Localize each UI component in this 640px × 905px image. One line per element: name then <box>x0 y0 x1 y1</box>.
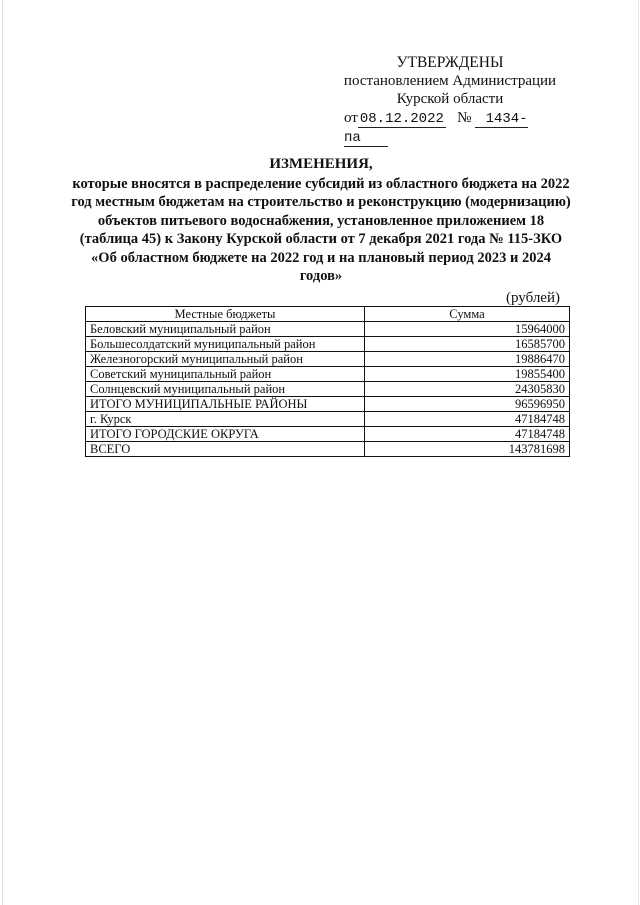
document-title <box>70 155 572 286</box>
table-row <box>86 412 570 427</box>
budget-name: г. Курск <box>86 412 365 427</box>
scan-edge-right <box>638 0 639 905</box>
title-heading: ИЗМЕНЕНИЯ, <box>269 156 373 172</box>
table-row <box>86 337 570 352</box>
budget-sum: 16585700 <box>365 337 570 352</box>
budget-name: ВСЕГО <box>86 442 365 457</box>
table-row <box>86 442 570 457</box>
budget-name: Советский муниципальный район <box>86 367 365 382</box>
budget-sum: 96596950 <box>365 397 570 412</box>
budget-name: ИТОГО МУНИЦИПАЛЬНЫЕ РАЙОНЫ <box>86 397 365 412</box>
date-prefix: от <box>344 110 358 126</box>
approval-date: 08.12.2022 <box>359 111 444 127</box>
budget-name: Беловский муниципальный район <box>86 322 365 337</box>
budget-sum: 15964000 <box>365 322 570 337</box>
subsidy-table <box>85 306 570 457</box>
table-row <box>86 367 570 382</box>
budget-name: Солнцевский муниципальный район <box>86 382 365 397</box>
approval-number-value: 1434-па <box>344 111 528 146</box>
approval-line-2: Курской области <box>396 91 504 107</box>
approval-heading: УТВЕРЖДЕНЫ <box>396 54 504 71</box>
approval-date-number <box>330 109 570 147</box>
budget-sum: 24305830 <box>365 382 570 397</box>
budget-name: Железногорский муниципальный район <box>86 352 365 367</box>
table-row <box>86 382 570 397</box>
table-row <box>86 427 570 442</box>
budget-sum: 47184748 <box>365 427 570 442</box>
table-row <box>86 352 570 367</box>
approval-stamp <box>330 54 570 147</box>
table-header-row <box>86 307 570 322</box>
column-header-sum: Сумма <box>365 307 570 322</box>
column-header-budgets: Местные бюджеты <box>86 307 365 322</box>
budget-sum: 143781698 <box>365 442 570 457</box>
budget-sum: 19886470 <box>365 352 570 367</box>
table-row <box>86 397 570 412</box>
budget-name: ИТОГО ГОРОДСКИЕ ОКРУГА <box>86 427 365 442</box>
budget-sum: 47184748 <box>365 412 570 427</box>
approval-line-1: постановлением Администрации <box>343 73 557 89</box>
number-prefix: № <box>457 110 472 126</box>
currency-unit: (рублей) <box>505 290 560 306</box>
budget-sum: 19855400 <box>365 367 570 382</box>
title-body: которые вносятся в распределение субсидий из областного бюджета на 2022 год местным бюджетам на строительство и реконструкцию (модернизацию) объектов питьевого водоснабжения, установленное приложением 18 (таблица 45) к Закону Курской области от 7 декабря 2021 года № 115-ЗКО «Об областном бюджете на 2022 год и на плановый период 2023 и 2024 годов» <box>71 175 571 284</box>
table-row <box>86 322 570 337</box>
scan-edge-left <box>2 0 3 905</box>
budget-name: Большесолдатский муниципальный район <box>86 337 365 352</box>
